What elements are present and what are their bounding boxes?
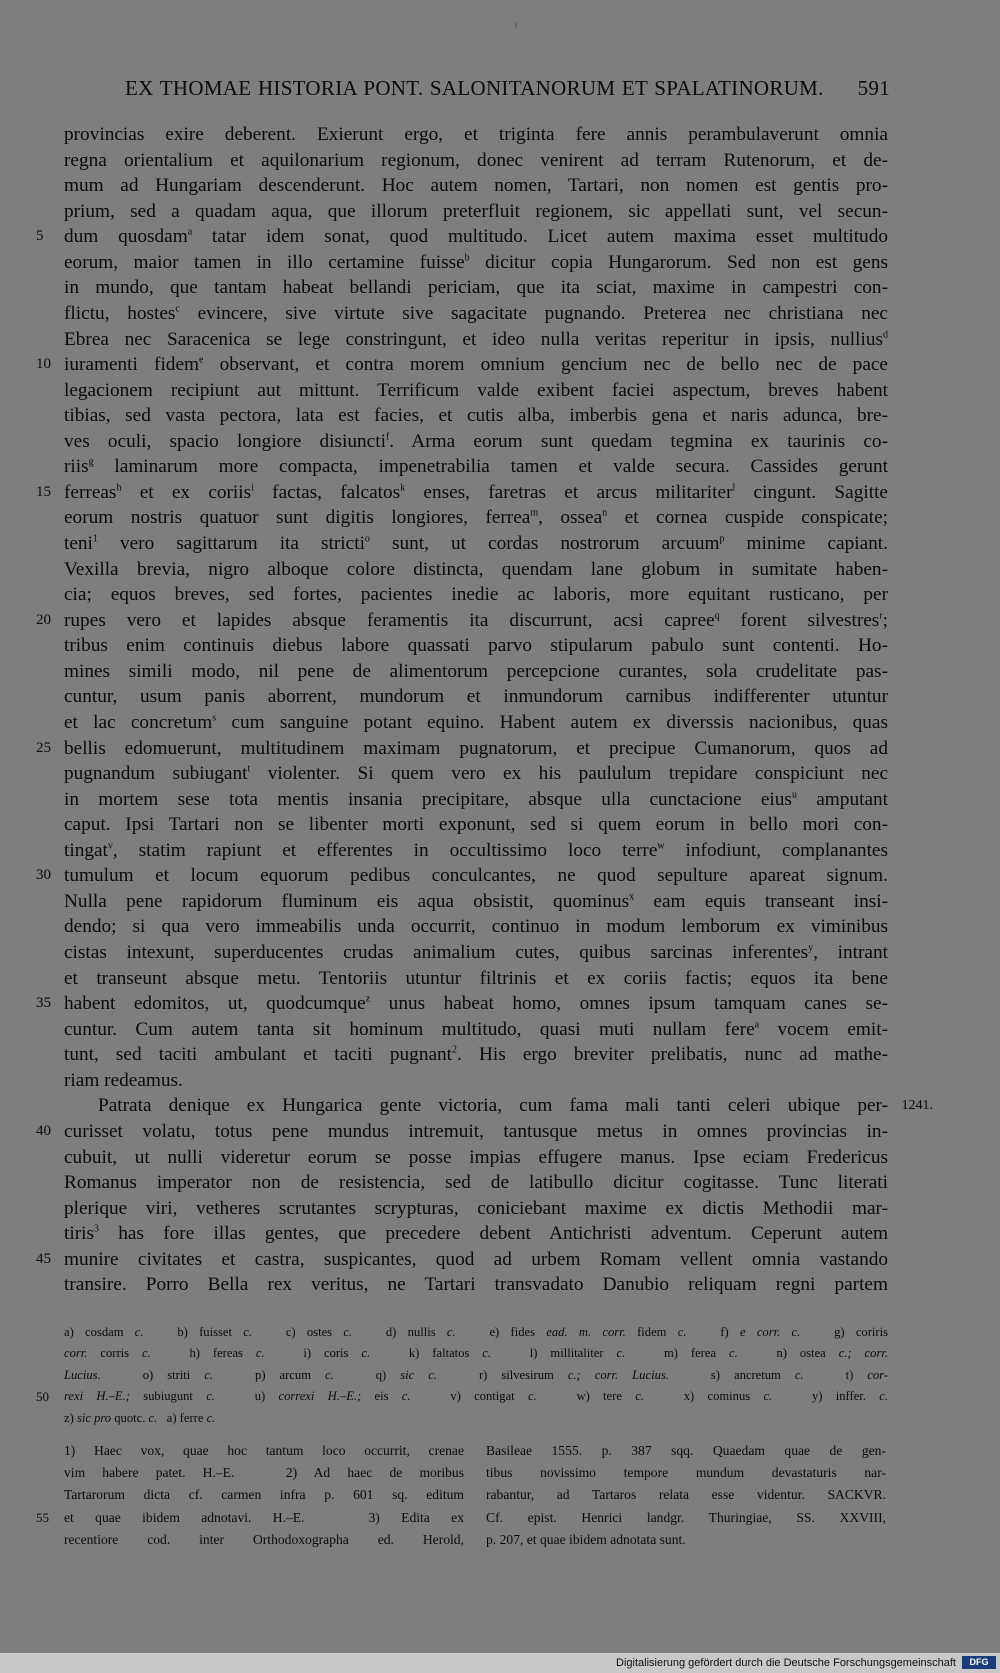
text-line-text: et transeunt absque metu. Tentoriis utuntur filtrinis et ex coriis factis; equos ita bene xyxy=(64,967,888,989)
line-number: 5 xyxy=(36,228,44,245)
text-line xyxy=(64,122,888,148)
text-line-text: cia; equos breves, sed fortes, pacientes inedie ac laboris, more equitant rusticano, per xyxy=(64,584,888,606)
apparatus-line-text: a) cosdam c. b) fuisset c. c) ostes c. d) nullis c. e) fides ead. m. corr. fidem c. f) e corr. c. g) coriris xyxy=(64,1325,889,1339)
apparatus-line xyxy=(64,1322,888,1343)
footnote-line-text: tibus novissimo tempore mundum devastaturis nar- xyxy=(486,1465,886,1481)
text-line xyxy=(64,250,888,276)
text-line-text: regna orientalium et aquilonarium regionum, donec venirent ad terram Rutenorum, et de- xyxy=(64,149,888,171)
page-number: 591 xyxy=(857,76,890,100)
text-line xyxy=(64,940,888,966)
text-line-text: in mundo, que tantam habeat bellandi periciam, que ita sciat, maxime in campestri con- xyxy=(64,277,888,299)
text-line xyxy=(64,1093,933,1119)
text-line-text: Ebrea nec Saracenica se lege constringunt, et ideo nulla veritas reperitur in ipsis, nullius$^d$ xyxy=(64,328,888,350)
text-line-text: curisset volatu, totus pene mundus intremuit, tantusque metus in omnes provincias in- xyxy=(64,1120,888,1142)
text-line xyxy=(64,1221,888,1247)
footnote-line xyxy=(486,1507,886,1529)
footnotes-left-column xyxy=(36,1440,464,1551)
footnote-line-text: 1) Haec vox, quae hoc tantum loco occurrit, crenae xyxy=(64,1443,464,1458)
footnote-line-text: Tartarorum dicta cf. carmen infra p. 601 sq. editum xyxy=(64,1487,464,1503)
text-line xyxy=(64,889,888,915)
apparatus-line xyxy=(64,1365,888,1386)
text-line-text: cubuit, ut nulli videretur eorum se posse impias effugere manus. Ipse eciam Fredericus xyxy=(64,1146,888,1168)
text-line-text: mines simili modo, nil pene de alimentorum percepcione curantes, sola crudelitate pas- xyxy=(64,660,888,682)
text-line-text: prium, sed a quadam aqua, que illorum preterfluit regionem, sic appellati sunt, vel secun- xyxy=(64,200,888,222)
text-line xyxy=(64,659,888,685)
text-line-text: pugnandum subiugant$^t$ violenter. Si quem vero ex his paululum trepidare conspiciunt nec xyxy=(64,763,889,785)
text-line-text: transire. Porro Bella rex veritus, ne Tartari transvadato Danubio reliquam regni partem xyxy=(64,1274,888,1296)
footnote-line-text: Cf. epist. Henrici landgr. Thuringiae, SS. XXVIII, xyxy=(486,1509,886,1525)
scan-mark xyxy=(515,22,517,28)
text-line xyxy=(36,480,888,506)
text-line-text: eorum nostris quatuor sunt digitis longiores, ferrea$^m$, ossea$^n$ et cornea cuspide conspicate; xyxy=(64,507,889,529)
footnote-line xyxy=(486,1440,886,1462)
text-line-text: habent edomitos, ut, quodcumque$^z$ unus habeat homo, omnes ipsum tamquam canes se- xyxy=(64,993,888,1015)
footnote-line xyxy=(486,1484,886,1506)
text-line xyxy=(36,863,888,889)
apparatus-line-text: corr. corris c. h) fereas c. i) coris c. k) faltatos c. l) millitaliter c. m) ferea c. n) ostea c.; corr. xyxy=(64,1346,888,1361)
text-line-text: legacionem recipiunt aut mittunt. Terrificum valde exibent faciei aspectum, breves habent xyxy=(64,379,888,401)
text-line xyxy=(64,1042,888,1068)
text-line-text: tingat$^v$, statim rapiunt et efferentes in occultissimo loco terre$^w$ infodiunt, complanantes xyxy=(64,839,888,861)
text-line xyxy=(64,429,888,455)
text-line-text: plerique viri, vetheres scrutantes scrypturas, coniciebant maxime ex dictis Methodii mar- xyxy=(64,1197,888,1219)
text-line xyxy=(64,684,888,710)
text-line xyxy=(64,761,888,787)
text-line xyxy=(64,1017,888,1043)
text-line-text: ves oculi, spacio longiore disiuncti$^f$. Arma eorum sunt quedam tegmina ex taurinis co- xyxy=(64,430,888,452)
running-header xyxy=(125,70,890,110)
text-line-text: et lac concretum$^s$ cum sanguine potant equino. Habent autem ex diverssis nacionibus, quas xyxy=(64,711,888,733)
text-line-text: caput. Ipsi Tartari non se libenter morti exponunt, sed si quem eorum in bello mori con- xyxy=(64,814,888,836)
text-line-text: tibias, sed vasta pectora, lata est facies, et cutis alba, imberbis gena et naris adunca, bre- xyxy=(64,405,888,427)
line-number: 45 xyxy=(36,1250,51,1267)
text-line xyxy=(64,812,888,838)
running-title: EX THOMAE HISTORIA PONT. SALONITANORUM ET SPALATINORUM. xyxy=(125,76,824,100)
line-number: 55 xyxy=(36,1509,49,1525)
text-line xyxy=(64,378,888,404)
apparatus-line xyxy=(36,1386,888,1407)
text-line-text: in mortem sese tota mentis insania precipitare, absque ulla cunctacione eius$^u$ amputant xyxy=(64,788,888,810)
text-line-text: rupes vero et lapides absque feramentis ita discurrunt, acsi capree$^q$ forent silvestres$^r$; xyxy=(64,609,889,631)
text-line-text: dendo; si qua vero immeabilis unda occurrit, continuo in modum lemborum ex viminibus xyxy=(64,916,888,938)
footnote-line xyxy=(64,1529,464,1551)
text-line xyxy=(64,275,888,301)
text-line xyxy=(64,531,888,557)
footnote-line xyxy=(64,1462,464,1484)
text-line xyxy=(64,557,888,583)
margin-year-note: 1241. xyxy=(901,1098,933,1114)
footnotes-right-column xyxy=(486,1440,886,1551)
critical-apparatus xyxy=(36,1322,889,1429)
text-line-text: Vexilla brevia, nigro alboque colore distincta, quendam lane globum in sumitate haben- xyxy=(64,558,888,580)
text-line-text: eorum, maior tamen in illo certamine fuisse$^b$ dicitur copia Hungarorum. Sed non est gens xyxy=(64,251,888,273)
text-line-text: mum ad Hungariam descenderunt. Hoc autem nomen, Tartari, non nomen est gentis pro- xyxy=(64,175,888,197)
line-number: 10 xyxy=(36,356,51,373)
text-line xyxy=(64,1170,888,1196)
apparatus-line-text: z) sic pro quotc. c. a) ferre c. xyxy=(64,1410,216,1425)
text-line xyxy=(64,1068,888,1094)
text-line xyxy=(64,838,888,864)
text-line-text: Patrata denique ex Hungarica gente victoria, cum fama mali tanti celeri ubique per- xyxy=(98,1095,888,1117)
text-line xyxy=(64,454,888,480)
line-number: 15 xyxy=(36,483,51,500)
line-number: 35 xyxy=(36,995,51,1012)
text-line xyxy=(64,173,888,199)
text-line-text: flictu, hostes$^c$ evincere, sive virtute sive sagacitate pugnando. Preterea nec christiana nec xyxy=(64,302,888,324)
line-number: 40 xyxy=(36,1122,51,1139)
text-line-text: tribus enim continuis diebus labore quassati parvo stipularum pabulo sunt contenti. Ho- xyxy=(64,635,888,657)
footnote-line-text: p. 207, et quae ibidem adnotata sunt. xyxy=(486,1531,686,1547)
text-line xyxy=(64,1145,888,1171)
text-line-text: cuntur, usum panis aborrent, mundorum et inmundorum carnibus indifferenter utuntur xyxy=(64,686,888,708)
text-line xyxy=(64,301,888,327)
text-line-text: cuntur. Cum autem tanta sit hominum multitudo, quasi muti nullam fere$^a$ vocem emit- xyxy=(64,1018,889,1040)
text-line-text: Romanus imperator non de resistencia, sed de latibullo dicitur cogitasse. Tunc literati xyxy=(64,1172,888,1194)
text-line xyxy=(36,224,888,250)
footnote-line-text: recentiore cod. inter Orthodoxographa ed. Herold, xyxy=(64,1531,464,1547)
text-line xyxy=(64,582,888,608)
text-line-text: tiris$^3$ has fore illas gentes, que precedere debent Antichristi adventum. Ceperunt autem xyxy=(64,1223,888,1245)
text-line xyxy=(64,148,888,174)
text-line-text: ferreas$^h$ et ex coriis$^i$ factas, falcatos$^k$ enses, faretras et arcus militariter$^l$ cingunt. Sagitte xyxy=(64,481,888,503)
text-line xyxy=(64,633,888,659)
text-line xyxy=(64,966,888,992)
apparatus-line-text: rexi H.–E.; subiugunt c. u) correxi H.–E.; eis c. v) contigat c. w) tere c. x) cominus c. y) inffer. c. xyxy=(64,1389,888,1404)
text-line xyxy=(64,1196,888,1222)
text-line-text: dum quosdam$^a$ tatar idem sonat, quod multitudo. Licet autem maxima esset multitudo xyxy=(64,226,888,248)
text-line xyxy=(64,1272,888,1298)
text-line xyxy=(64,199,888,225)
footnote-line xyxy=(486,1529,886,1551)
text-line-text: Nulla pene rapidorum fluminum eis aqua obsistit, quominus$^x$ eam equis transeant insi- xyxy=(64,890,888,912)
footnote-line xyxy=(36,1507,464,1529)
text-line xyxy=(64,505,888,531)
footnote-line-text: vim habere patet. H.–E. 2) Ad haec de moribus xyxy=(64,1465,464,1481)
text-line xyxy=(36,991,888,1017)
text-line-text: teni$^1$ vero sagittarum ita stricti$^o$ sunt, ut cordas nostrorum arcuum$^p$ minime capiant. xyxy=(64,533,888,554)
text-line xyxy=(64,710,888,736)
dfg-logo: DFG xyxy=(962,1656,996,1669)
text-line-text: riis$^g$ laminarum more compacta, impenetrabilia tamen et valde secura. Cassides gerunt xyxy=(64,456,888,478)
footnote-line xyxy=(486,1462,886,1484)
line-number: 25 xyxy=(36,739,51,756)
text-line-text: munire civitates et castra, suspicantes, quod ad urbem Romam vellent omnia vastando xyxy=(64,1248,888,1270)
footnote-line xyxy=(64,1484,464,1506)
text-line xyxy=(36,1247,888,1273)
line-number: 20 xyxy=(36,611,51,628)
text-line-text: tumulum et locum equorum pedibus conculcantes, ne quod sepulture apareat signum. xyxy=(64,865,888,887)
text-line xyxy=(36,352,888,378)
apparatus-line xyxy=(64,1408,888,1429)
footnote-line-text: Basileae 1555. p. 387 sqq. Quaedam quae de gen- xyxy=(486,1443,886,1458)
text-line xyxy=(36,736,888,762)
line-number: 50 xyxy=(36,1389,49,1405)
footer-credit: Digitalisierung gefördert durch die Deutsche Forschungsgemeinschaft xyxy=(616,1657,956,1669)
text-line xyxy=(36,1119,888,1145)
footnote-line-text: rabantur, ad Tartaros relata esse videntur. SACKVR. xyxy=(486,1487,886,1503)
text-line xyxy=(64,787,888,813)
apparatus-line-text: Lucius. o) striti c. p) arcum c. q) sic c. r) silvesirum c.; corr. Lucius. s) ancretum c. t) cor- xyxy=(64,1367,888,1382)
line-number: 30 xyxy=(36,867,51,884)
text-line-text: iuramenti fidem$^e$ observant, et contra morem omnium gencium nec de bello nec de pace xyxy=(64,354,888,376)
footnote-line xyxy=(64,1440,464,1462)
main-text xyxy=(36,122,933,1298)
text-line-text: tunt, sed taciti ambulant et taciti pugnant$^2$. His ergo breviter prelibatis, nunc ad mathe- xyxy=(64,1044,888,1066)
text-line-text: cistas intexunt, superducentes crudas animalium cutes, quibus sarcinas inferentes$^y$, intrant xyxy=(64,942,888,963)
text-line-text: riam redeamus. xyxy=(64,1069,183,1091)
text-line xyxy=(64,403,888,429)
text-line xyxy=(36,608,889,634)
footnote-line-text: et quae ibidem adnotavi. H.–E. 3) Edita ex xyxy=(64,1509,464,1525)
text-line-text: bellis edomuerunt, multitudinem maximam pugnatorum, et precipue Cumanorum, quos ad xyxy=(64,737,888,759)
text-line-text: provincias exire deberent. Exierunt ergo, et triginta fere annis perambulaverunt omnia xyxy=(64,124,888,145)
text-line xyxy=(64,914,888,940)
text-line xyxy=(64,327,888,353)
apparatus-line xyxy=(64,1343,888,1364)
